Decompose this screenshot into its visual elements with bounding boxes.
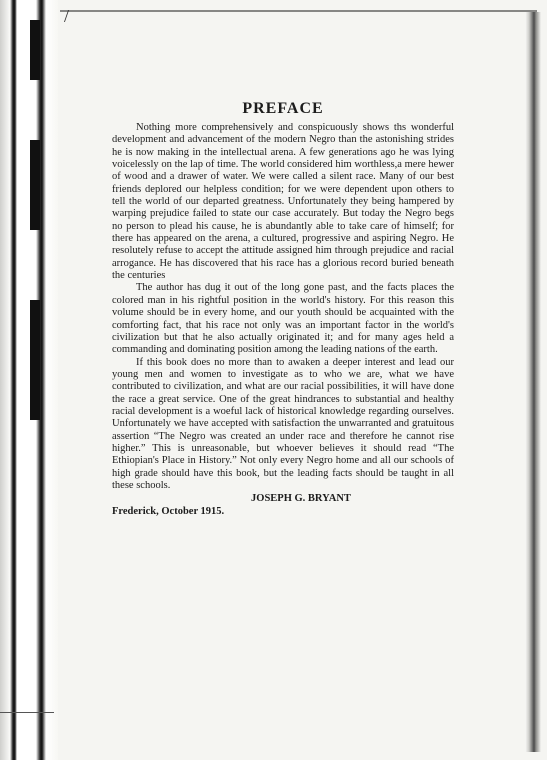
signature: JOSEPH G. BRYANT	[251, 493, 351, 505]
ink-blot	[30, 300, 40, 420]
dateline: Frederick, October 1915.	[112, 506, 225, 518]
paragraph: Nothing more comprehensively and conspicuously shows ths wonderful development and advancement of the modern Negro than the astonishing strides he is now making in the intellectual arena. A few generations ago he was lying voicelessly on the lap of time. The world considered him worthless,a mere hewer of wood and a drawer of water. We were called a silent race. Many of our best friends deplored our helpless condition; for we were dependent upon others to tell the world of our departed greatness. Unfortunately they being hampered by warping prejudice failed to state our case accurately. But today the Negro begs no person to plead his cause, he is abundantly able to take care of himself; for there has appeared on the arena, a cultured, progressive and aspiring Negro. He resolutely refuse to accept the attitude assigned him through prejudice and racial arrogance. He has discovered that his race has a glorious record buried beneath the centuries	[112, 122, 454, 282]
paragraph: The author has dug it out of the long gone past, and the facts places the colored man in his rightful position in the world's history. For this reason this volume should be in every home, and our youth should be acquainted with the comforting fact, that his race not only was an important factor in the world's civilization but that he also actually originated it; and for many ages held a commanding and dominating position among the leading nations of the earth.	[112, 282, 454, 356]
top-edge-rule	[60, 10, 537, 12]
preface-page	[112, 100, 454, 518]
paragraph: If this book does no more than to awaken a deeper interest and lead our young men and women to investigate as to who we are, what we have contributed to civilization, and what are our racial possibilities, it will have done the race a great service. One of the great hindrances to substantial and healthy racial development is a woeful lack of historical knowledge regarding ourselves. Unfortunately we have accepted with satisfaction the unwarranted and gratuitous assertion “The Negro was created an under race and therefore he cannot rise higher.” This is unreasonable, but whoever believes it should read “The Ethiopian's Place in History.” Not only every Negro home and all our schools of high grade should have this book, but the leading facts should be taught in all these schools.	[112, 356, 454, 491]
page-title: PREFACE	[242, 100, 324, 117]
ink-blot	[30, 140, 40, 230]
ink-blot	[30, 20, 40, 80]
right-page-edge	[525, 12, 541, 752]
margin-glyph: /	[64, 6, 70, 26]
bottom-edge-mark	[0, 712, 54, 723]
binding-edge	[0, 0, 58, 760]
